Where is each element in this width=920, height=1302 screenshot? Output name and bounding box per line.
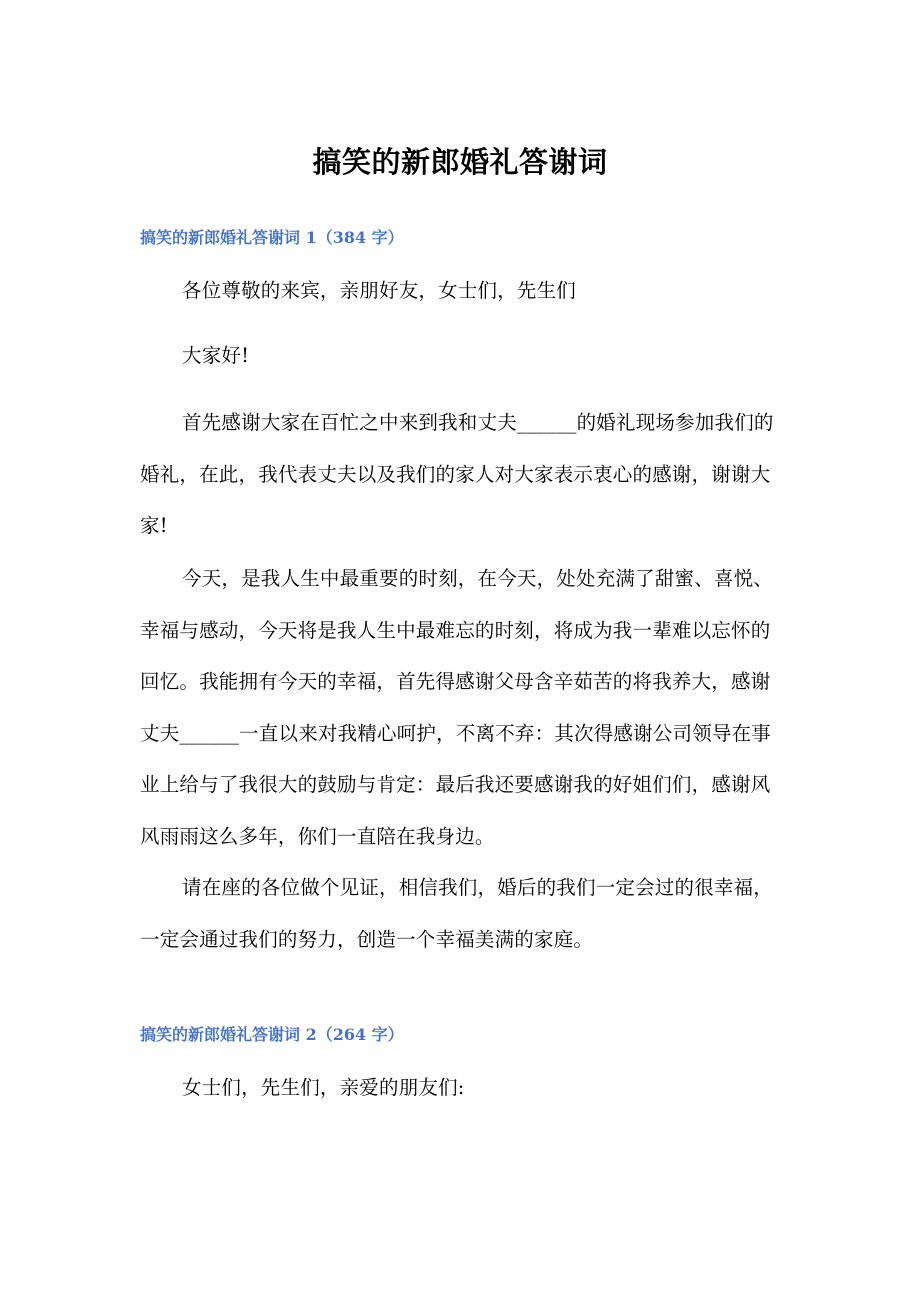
section-heading-2: 搞笑的新郎婚礼答谢词 2（264 字）	[140, 1025, 404, 1044]
paragraph-hello: 大家好!	[182, 344, 250, 367]
document-title: 搞笑的新郎婚礼答谢词	[312, 145, 608, 179]
paragraph-today: 今天，是我人生中最重要的时刻，在今天，处处充满了甜蜜、喜悦、幸福与感动，今天将是我人生中最难忘的时刻，将成为我一辈难以忘怀的回忆。我能拥有今天的幸福，首先得感谢父母含辛茹苦的将我养大，感谢丈夫______一直以来对我精心呵护，不离不弃：其次得感谢公司领导在事业上给与了我很大的鼓励与肯定：最后我还要感谢我的好姐们们，感谢风风雨雨这么多年，你们一直陪在我身边。	[140, 567, 774, 848]
section-heading-1: 搞笑的新郎婚礼答谢词 1（384 字）	[140, 228, 404, 247]
paragraph-witness: 请在座的各位做个见证，相信我们，婚后的我们一定会过的很幸福，一定会通过我们的努力，创造一个幸福美满的家庭。	[140, 876, 774, 951]
paragraph-greeting: 各位尊敬的来宾，亲朋好友，女士们，先生们	[182, 279, 577, 302]
paragraph-thanks: 首先感谢大家在百忙之中来到我和丈夫______的婚礼现场参加我们的婚礼，在此，我代表丈夫以及我们的家人对大家表示衷心的感谢，谢谢大家!	[140, 411, 774, 537]
paragraph-opening-2: 女士们，先生们，亲爱的朋友们:	[182, 1076, 465, 1099]
